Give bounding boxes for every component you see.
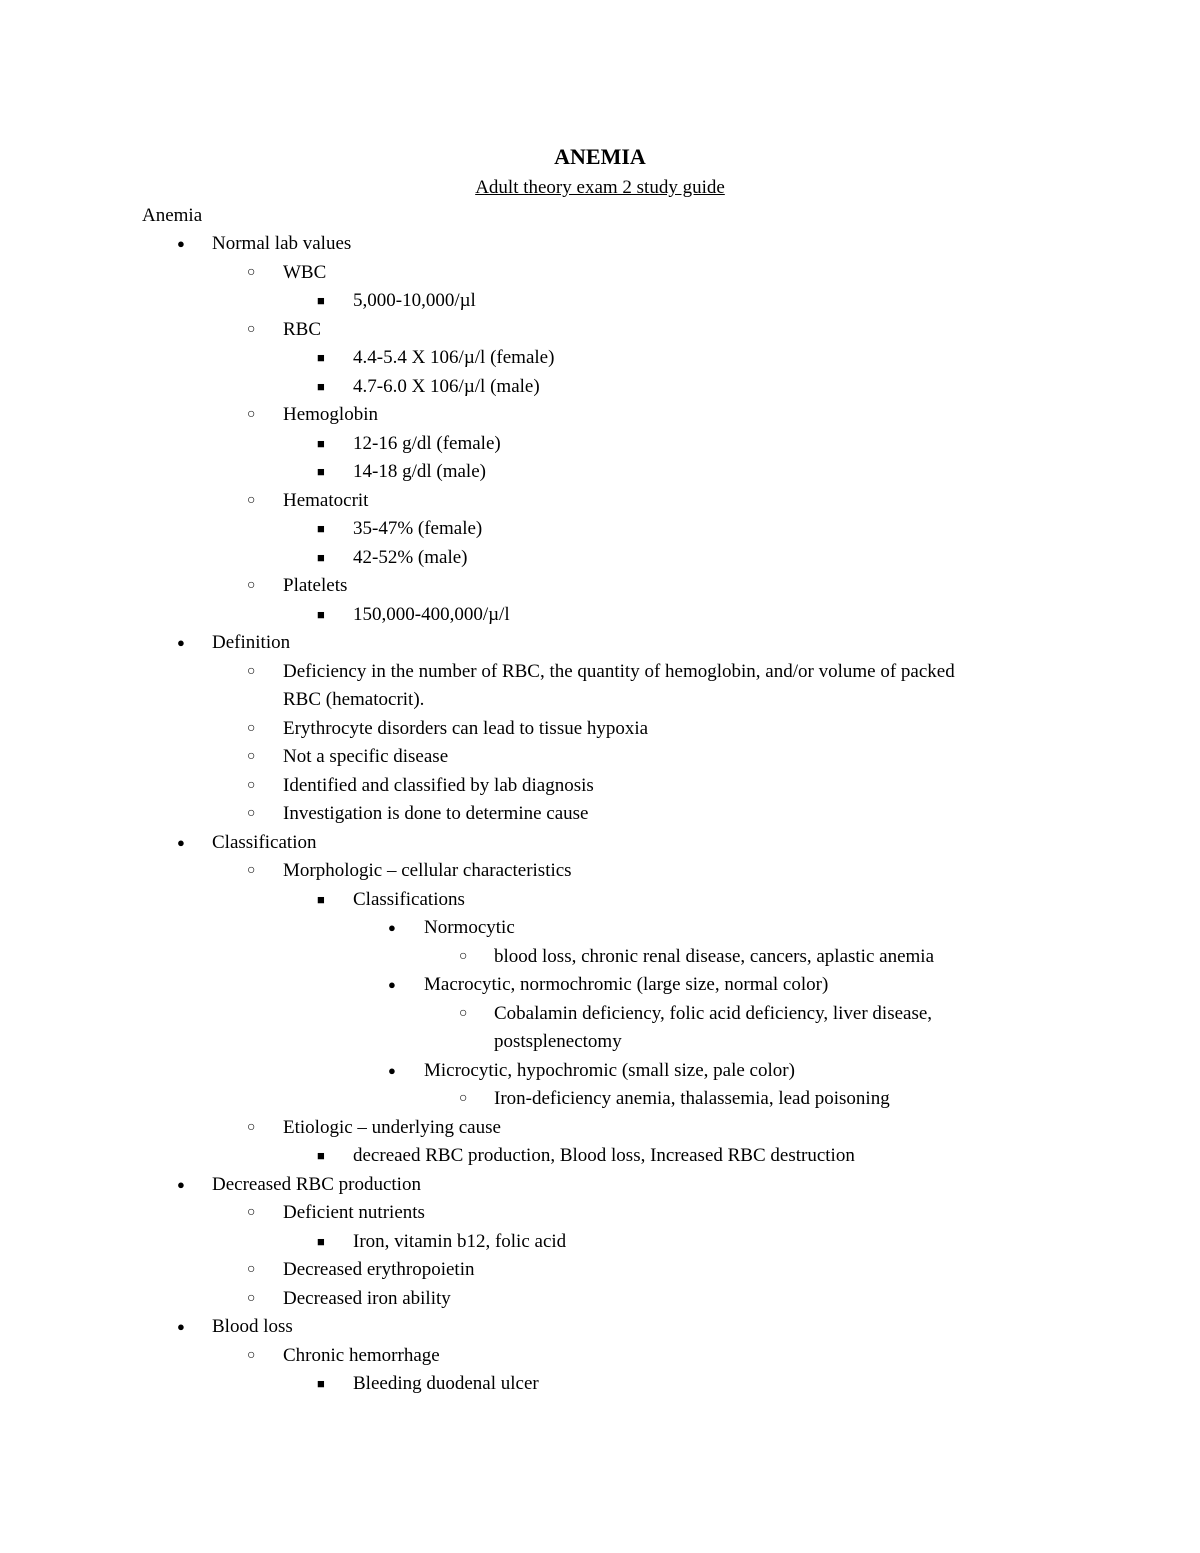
list-item: 42-52% (male)	[353, 546, 468, 568]
open-bullet-icon: ○	[247, 806, 256, 821]
square-bullet-icon: ■	[317, 521, 325, 536]
square-bullet-icon: ■	[317, 378, 325, 394]
open-bullet-icon: ○	[247, 720, 256, 736]
open-bullet-icon: ○	[247, 1347, 256, 1363]
list-item: 12-16 g/dl (female)	[353, 432, 501, 454]
list-item: Chronic hemorrhage	[283, 1344, 440, 1366]
list-item: Hematocrit	[283, 489, 369, 511]
square-bullet-icon: ■	[317, 606, 325, 622]
filled-bullet-icon: ●	[177, 635, 185, 650]
list-item: decreaed RBC production, Blood loss, Increased RBC destruction	[353, 1145, 855, 1166]
list-item: Normocytic	[424, 917, 515, 938]
section-heading: Anemia	[142, 205, 203, 226]
square-bullet-icon: ■	[317, 1233, 325, 1249]
open-bullet-icon: ○	[247, 1262, 256, 1277]
list-item: Etiologic – underlying cause	[283, 1116, 501, 1138]
list-item: Investigation is done to determine cause	[283, 803, 589, 824]
list-item: Definition	[212, 632, 291, 653]
list-item: RBC	[283, 318, 322, 340]
list-item: postsplenectomy	[494, 1031, 622, 1052]
list-item: 35-47% (female)	[353, 518, 483, 539]
list-item: 4.7-6.0 X 106/µ/l (male)	[353, 375, 540, 397]
square-bullet-icon: ■	[317, 891, 325, 907]
square-bullet-icon: ■	[317, 1148, 325, 1163]
list-item: Classifications	[353, 888, 465, 910]
list-item: Blood loss	[212, 1316, 293, 1337]
list-item: Decreased RBC production	[212, 1173, 421, 1195]
open-bullet-icon: ○	[247, 264, 256, 280]
list-item: Iron, vitamin b12, folic acid	[353, 1230, 567, 1252]
list-item: Iron-deficiency anemia, thalassemia, lead poisoning	[494, 1088, 890, 1109]
list-item: Deficient nutrients	[283, 1202, 425, 1223]
open-bullet-icon: ○	[247, 749, 256, 764]
filled-bullet-icon: ●	[388, 920, 396, 935]
list-item: 14-18 g/dl (male)	[353, 461, 486, 482]
filled-bullet-icon: ●	[177, 236, 185, 251]
open-bullet-icon: ○	[247, 407, 256, 422]
filled-bullet-icon: ●	[177, 1176, 185, 1192]
document-subtitle: Adult theory exam 2 study guide	[475, 177, 725, 198]
square-bullet-icon: ■	[317, 1376, 325, 1391]
list-item: Normal lab values	[212, 233, 352, 254]
list-item: 5,000-10,000/µl	[353, 290, 476, 311]
list-item: Classification	[212, 831, 317, 853]
square-bullet-icon: ■	[317, 350, 325, 365]
list-item: Identified and classified by lab diagnosis	[283, 774, 594, 796]
open-bullet-icon: ○	[247, 492, 256, 508]
square-bullet-icon: ■	[317, 293, 325, 308]
list-item: Macrocytic, normochromic (large size, normal color)	[424, 974, 829, 995]
square-bullet-icon: ■	[317, 435, 325, 451]
open-bullet-icon: ○	[247, 1119, 256, 1135]
list-item: Morphologic – cellular characteristics	[283, 860, 572, 881]
open-bullet-icon: ○	[459, 1005, 468, 1021]
list-item: 4.4-5.4 X 106/µ/l (female)	[353, 347, 555, 368]
list-item: Not a specific disease	[283, 746, 449, 767]
list-item: Deficiency in the number of RBC, the quantity of hemoglobin, and/or volume of packed	[283, 660, 955, 682]
document-title: ANEMIA	[554, 144, 646, 169]
list-item: Decreased iron ability	[283, 1287, 451, 1309]
list-item: Erythrocyte disorders can lead to tissue hypoxia	[283, 717, 649, 739]
open-bullet-icon: ○	[459, 1091, 468, 1106]
open-bullet-icon: ○	[247, 578, 256, 593]
list-item: blood loss, chronic renal disease, cancers, aplastic anemia	[494, 945, 934, 967]
open-bullet-icon: ○	[459, 948, 468, 964]
list-item: Cobalamin deficiency, folic acid deficiency, liver disease,	[494, 1002, 933, 1024]
open-bullet-icon: ○	[247, 863, 256, 878]
filled-bullet-icon: ●	[177, 834, 185, 850]
filled-bullet-icon: ●	[388, 1062, 396, 1078]
filled-bullet-icon: ●	[388, 977, 396, 992]
list-item: Hemoglobin	[283, 404, 378, 425]
list-item: Bleeding duodenal ulcer	[353, 1373, 539, 1394]
open-bullet-icon: ○	[247, 1205, 256, 1220]
open-bullet-icon: ○	[247, 1290, 256, 1306]
filled-bullet-icon: ●	[177, 1319, 185, 1334]
list-item: Platelets	[283, 575, 348, 596]
list-item: 150,000-400,000/µ/l	[353, 603, 510, 625]
square-bullet-icon: ■	[317, 549, 325, 565]
open-bullet-icon: ○	[247, 777, 256, 793]
open-bullet-icon: ○	[247, 321, 256, 337]
list-item: Decreased erythropoietin	[283, 1259, 475, 1280]
list-item: WBC	[283, 261, 327, 283]
list-item: RBC (hematocrit).	[283, 689, 425, 710]
square-bullet-icon: ■	[317, 464, 325, 479]
open-bullet-icon: ○	[247, 663, 256, 679]
list-item: Microcytic, hypochromic (small size, pale color)	[424, 1059, 795, 1081]
